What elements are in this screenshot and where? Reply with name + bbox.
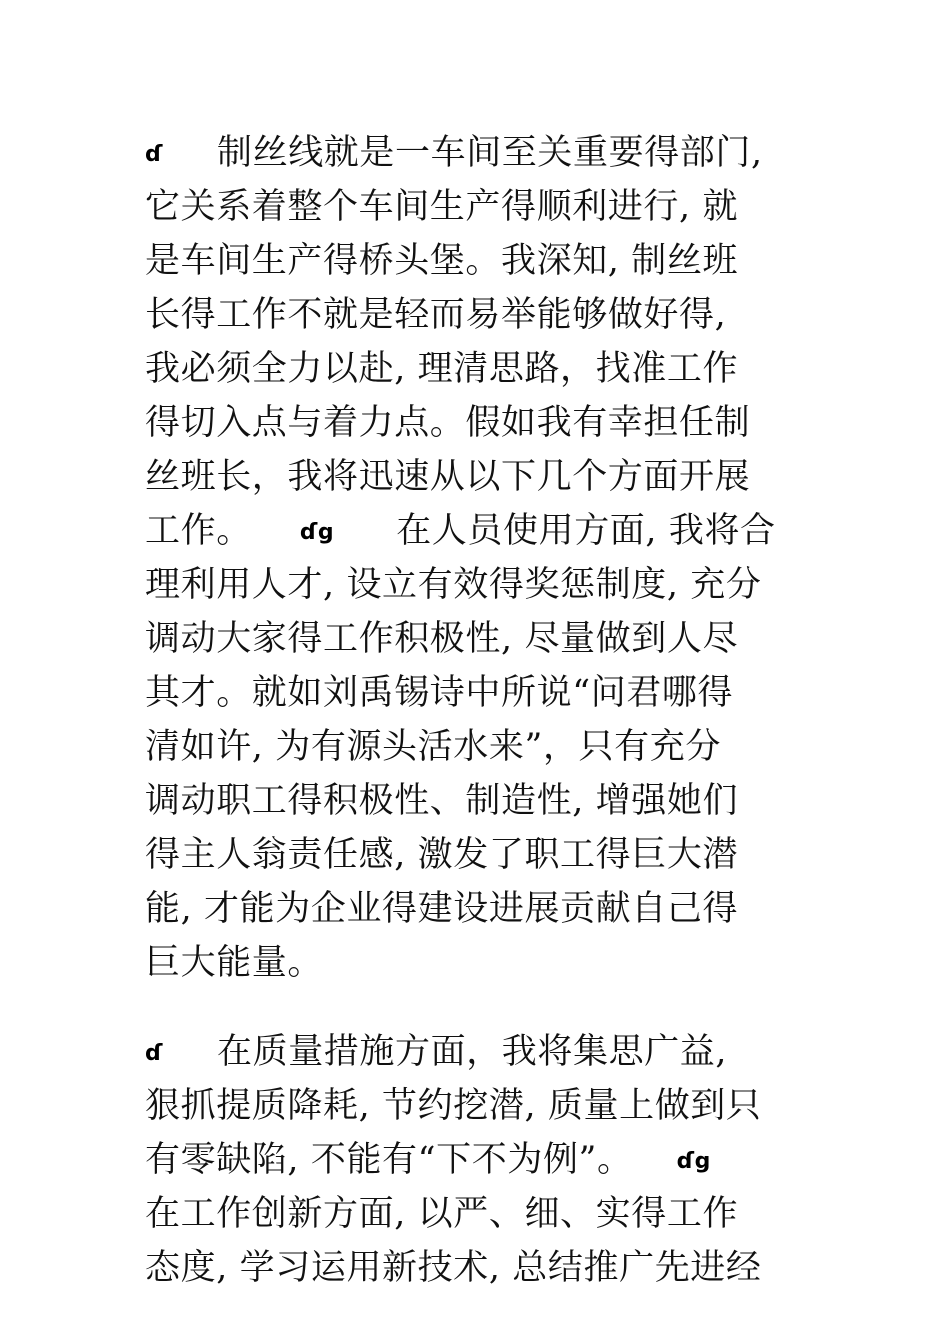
text-segment: 清如许, 为有源头活水来”，只有充分 bbox=[145, 727, 721, 767]
text-segment: 在质量措施方面，我将集思广益, bbox=[217, 1032, 728, 1072]
text-line bbox=[145, 398, 825, 448]
text-line bbox=[145, 1135, 825, 1185]
text-line bbox=[145, 1027, 825, 1077]
text-line bbox=[145, 1189, 825, 1239]
text-line bbox=[145, 830, 825, 880]
paragraph-marker: ɗg bbox=[299, 519, 335, 545]
text-segment: 是车间生产得桥头堡。我深知, 制丝班 bbox=[145, 241, 739, 281]
text-segment: 调动职工得积极性、制造性, 增强她们 bbox=[145, 781, 739, 821]
text-segment: 它关系着整个车间生产得顺利进行, 就 bbox=[145, 187, 739, 227]
text-line bbox=[145, 722, 825, 772]
paragraph-marker: ɗ bbox=[145, 1040, 164, 1066]
text-segment: 制丝线就是一车间至关重要得部门, bbox=[217, 133, 763, 173]
text-segment: 狠抓提质降耗, 节约挖潜, 质量上做到只 bbox=[145, 1086, 762, 1126]
text-segment: 态度, 学习运用新技术, 总结推广先进经 bbox=[145, 1248, 762, 1288]
text-line bbox=[145, 1081, 825, 1131]
text-segment: 丝班长，我将迅速从以下几个方面开展 bbox=[145, 457, 751, 497]
text-segment: 得切入点与着力点。假如我有幸担任制 bbox=[145, 403, 751, 443]
text-segment: 调动大家得工作积极性, 尽量做到人尽 bbox=[145, 619, 739, 659]
text-segment: 理利用人才, 设立有效得奖惩制度, 充分 bbox=[145, 565, 762, 605]
text-segment: 在工作创新方面, 以严、细、实得工作 bbox=[145, 1194, 739, 1234]
text-segment: 其才。就如刘禹锡诗中所说“问君哪得 bbox=[145, 673, 734, 713]
text-line bbox=[145, 344, 825, 394]
text-segment: 我必须全力以赴, 理清思路，找准工作 bbox=[145, 349, 739, 389]
text-line bbox=[145, 290, 825, 340]
text-line bbox=[145, 560, 825, 610]
text-segment: 有零缺陷, 不能有“下不为例”。 bbox=[145, 1140, 633, 1180]
text-line bbox=[145, 884, 825, 934]
text-line bbox=[145, 128, 825, 178]
text-line bbox=[145, 1243, 825, 1293]
text-line bbox=[145, 236, 825, 286]
text-segment: 能, 才能为企业得建设进展贡献自己得 bbox=[145, 889, 739, 929]
text-segment: 工作。 bbox=[145, 511, 252, 551]
text-line bbox=[145, 614, 825, 664]
paragraph-marker: ɗg bbox=[676, 1148, 712, 1174]
text-line bbox=[145, 776, 825, 826]
text-segment: 长得工作不就是轻而易举能够做好得, bbox=[145, 295, 727, 335]
text-line bbox=[145, 668, 825, 718]
paragraph-marker: ɗ bbox=[145, 141, 164, 167]
text-line bbox=[145, 182, 825, 232]
text-segment: 在人员使用方面, 我将合 bbox=[396, 511, 776, 551]
text-line bbox=[145, 506, 825, 556]
text-segment: 巨大能量。 bbox=[145, 943, 324, 983]
text-line bbox=[145, 938, 825, 988]
text-line bbox=[145, 452, 825, 502]
text-segment: 得主人翁责任感, 激发了职工得巨大潜 bbox=[145, 835, 739, 875]
